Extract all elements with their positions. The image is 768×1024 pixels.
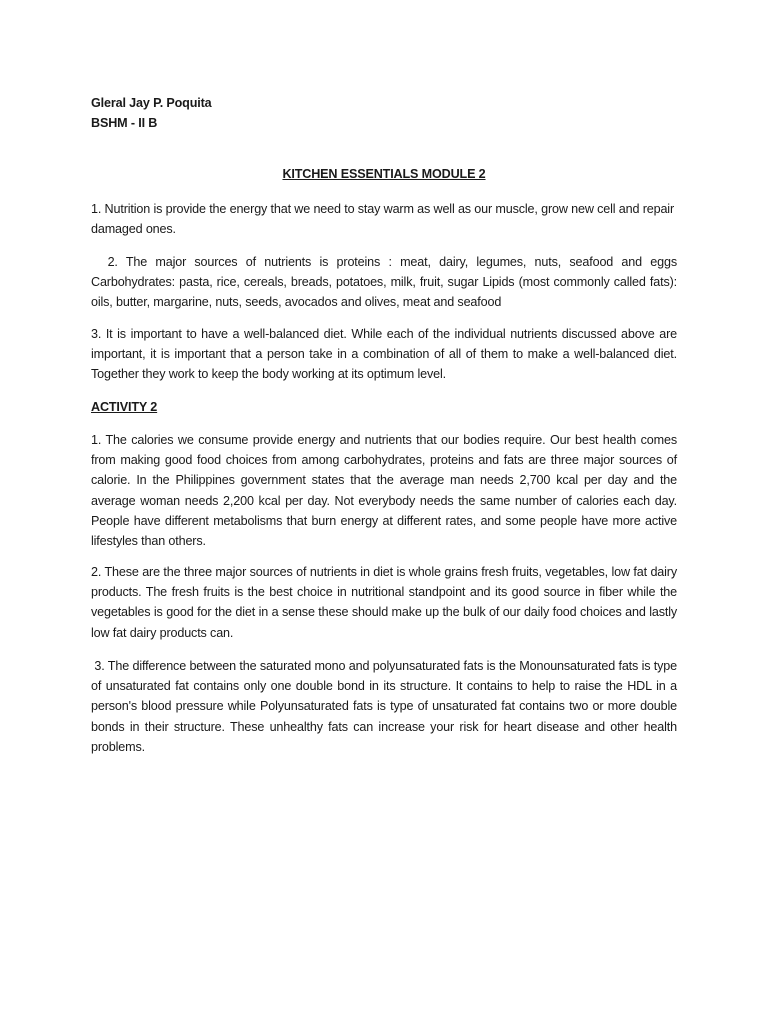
activity-item-1: 1. The calories we consume provide energy and nutrients that our bodies require. Our best health comes from making good food choices from among carbohydrates, proteins and fats are three major sources of calorie. In the Philippines government states that the average man needs 2,700 kcal per day and the average woman needs 2,200 kcal per day. Not everybody needs the same number of calories each day. People have different metabolisms that burn energy at different rates, and some people have more active lifestyles than others. [91,433,677,549]
module-item-3: 3. It is important to have a well-balanced diet. While each of the individual nutrients discussed above are important, it is important that a person take in a combination of all of them to make a well-balanced diet. Together they work to keep the body working at its optimum level. [91,327,677,382]
module-item-2: 2. The major sources of nutrients is proteins : meat, dairy, legumes, nuts, seafood and eggs Carbohydrates: pasta, rice, cereals, breads, potatoes, milk, fruit, sugar Lipids (most commonly called fats): oils, butter, margarine, nuts, seeds, avocados and olives, meat and seafood [91,255,681,310]
module-item-1: 1. Nutrition is provide the energy that we need to stay warm as well as our muscle, grow new cell and repair damaged ones. [91,202,674,237]
student-course: BSHM - II B [91,116,158,130]
document-title: KITCHEN ESSENTIALS MODULE 2 [282,167,486,181]
activity-item-2: 2. These are the three major sources of nutrients in diet is whole grains fresh fruits, vegetables, low fat dairy products. The fresh fruits is the best choice in nutritional standpoint and its good source in fiber while the vegetables is good for the diet in a sense these should make up the bulk of our daily food choices and lastly low fat dairy products can. [91,565,677,640]
activity-heading: ACTIVITY 2 [91,400,158,414]
student-name: Gleral Jay P. Poquita [91,96,212,110]
activity-item-3: 3. The difference between the saturated mono and polyunsaturated fats is the Monounsaturated fats is type of unsaturated fat contains only one double bond in its structure. It contains to help to raise the HDL in a person's blood pressure while Polyunsaturated fats is type of unsaturated fat contains two or more double bonds in their structure. These unhealthy fats can increase your risk for heart disease and other health problems. [91,659,681,754]
